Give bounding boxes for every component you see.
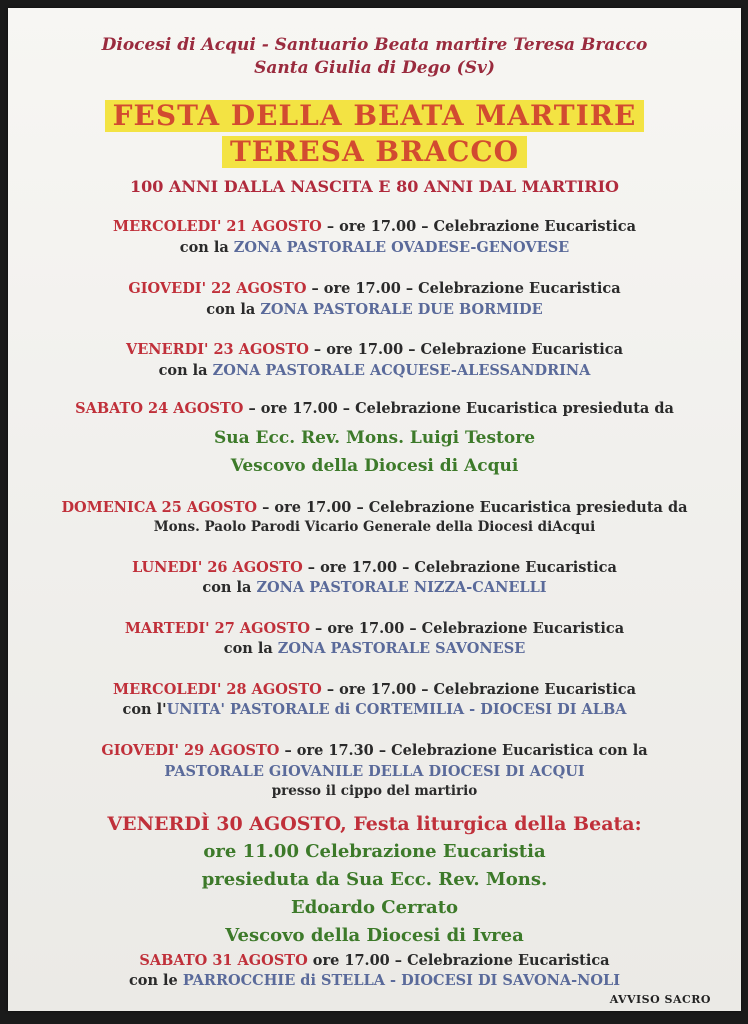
event-time: ore 17.00 – Celebrazione Eucaristica [307,952,610,969]
event-date: VENERDI' 23 AGOSTO [125,341,309,358]
event-with: con la [223,640,278,657]
event-with: con la [202,579,257,596]
event-time: – ore 17.00 – Celebrazione Eucaristica [308,341,624,358]
event-28-group-line [8,702,741,719]
event-time: – ore 17.00 – Celebrazione Eucaristica [310,620,625,637]
event-time: – ore 17.00 – Celebrazione Eucaristica [321,218,636,235]
event-with: con l' [122,701,167,718]
event-with: con le [128,972,183,989]
title-highlight-2: TERESA BRACCO [222,136,527,168]
event-23-line [8,342,741,359]
event-date: SABATO 31 AGOSTO [139,952,308,969]
event-date: GIOVEDI' 22 AGOSTO [128,280,307,297]
event-29-line [8,743,741,760]
header-line-1: Diocesi di Acqui - Santuario Beata martire Teresa Bracco [101,35,648,55]
event-23-group-line [8,363,741,380]
event-time: – ore 17.00 – Celebrazione Eucaristica presieduta da [243,400,674,417]
header-line-2: Santa Giulia di Dego (Sv) [254,58,495,78]
event-time: – ore 17.00 – Celebrazione Eucaristica presieduta da [257,499,688,516]
event-25-presider: Mons. Paolo Parodi Vicario Generale della Diocesi diAcqui [153,519,596,535]
event-group: ZONA PASTORALE DUE BORMIDE [260,301,543,318]
event-date: VENERDÌ 30 AGOSTO [107,813,341,835]
event-31-line [8,953,741,970]
event-24-line [8,401,741,418]
event-group: ZONA PASTORALE NIZZA-CANELLI [256,579,547,596]
event-date: MERCOLEDI' 28 AGOSTO [113,681,322,698]
event-date: GIOVEDI' 29 AGOSTO [101,742,280,759]
title-line-2 [8,136,741,168]
event-25-line [8,500,741,517]
event-group: ZONA PASTORALE SAVONESE [277,640,526,657]
title-highlight-1: FESTA DELLA BEATA MARTIRE [105,100,645,132]
event-30-presider: Edoardo Cerrato [290,897,459,918]
event-30-line [8,814,741,836]
event-21-line [8,219,741,236]
title-line-1 [8,100,741,132]
event-date: MERCOLEDI' 21 AGOSTO [113,218,322,235]
event-date: SABATO 24 AGOSTO [75,400,244,417]
event-29-group: PASTORALE GIOVANILE DELLA DIOCESI DI ACQUI [164,763,585,780]
event-24-presider: Sua Ecc. Rev. Mons. Luigi Testore [213,428,536,448]
subtitle: 100 ANNI DALLA NASCITA E 80 ANNI DAL MARTIRIO [130,177,619,196]
event-with: con la [158,362,213,379]
event-date: DOMENICA 25 AGOSTO [61,499,258,516]
event-date: MARTEDI' 27 AGOSTO [124,620,310,637]
event-group: ZONA PASTORALE ACQUESE-ALESSANDRINA [212,362,591,379]
event-26-line [8,560,741,577]
event-time: – ore 17.00 – Celebrazione Eucaristica [306,280,621,297]
poster-sheet [8,8,741,1011]
event-27-group-line [8,641,741,658]
event-21-group-line [8,240,741,257]
event-with: con la [206,301,261,318]
event-time: – ore 17.00 – Celebrazione Eucaristica [321,681,636,698]
event-with: con la [179,239,234,256]
event-24-presider-title: Vescovo della Diocesi di Acqui [230,456,519,476]
event-30-presider-title: Vescovo della Diocesi di Ivrea [225,925,524,946]
event-28-line [8,682,741,699]
event-22-line [8,281,741,298]
event-29-location: presso il cippo del martirio [271,783,478,799]
event-time: – ore 17.30 – Celebrazione Eucaristica con la [279,742,648,759]
event-group: PARROCCHIE di STELLA - DIOCESI DI SAVONA-NOLI [182,972,621,989]
event-group: UNITA' PASTORALE di CORTEMILIA - DIOCESI DI ALBA [166,701,627,718]
event-22-group-line [8,302,741,319]
event-time: – ore 17.00 – Celebrazione Eucaristica [302,559,617,576]
event-time: , Festa liturgica della Beata: [340,813,642,835]
event-30-presider-intro: presieduta da Sua Ecc. Rev. Mons. [201,869,548,890]
event-31-group-line [8,973,741,990]
event-27-line [8,621,741,638]
event-30-time: ore 11.00 Celebrazione Eucaristia [203,841,546,862]
event-26-group-line [8,580,741,597]
footer-notice: AVVISO SACRO [609,993,711,1006]
event-group: ZONA PASTORALE OVADESE-GENOVESE [233,239,570,256]
event-date: LUNEDI' 26 AGOSTO [132,559,303,576]
